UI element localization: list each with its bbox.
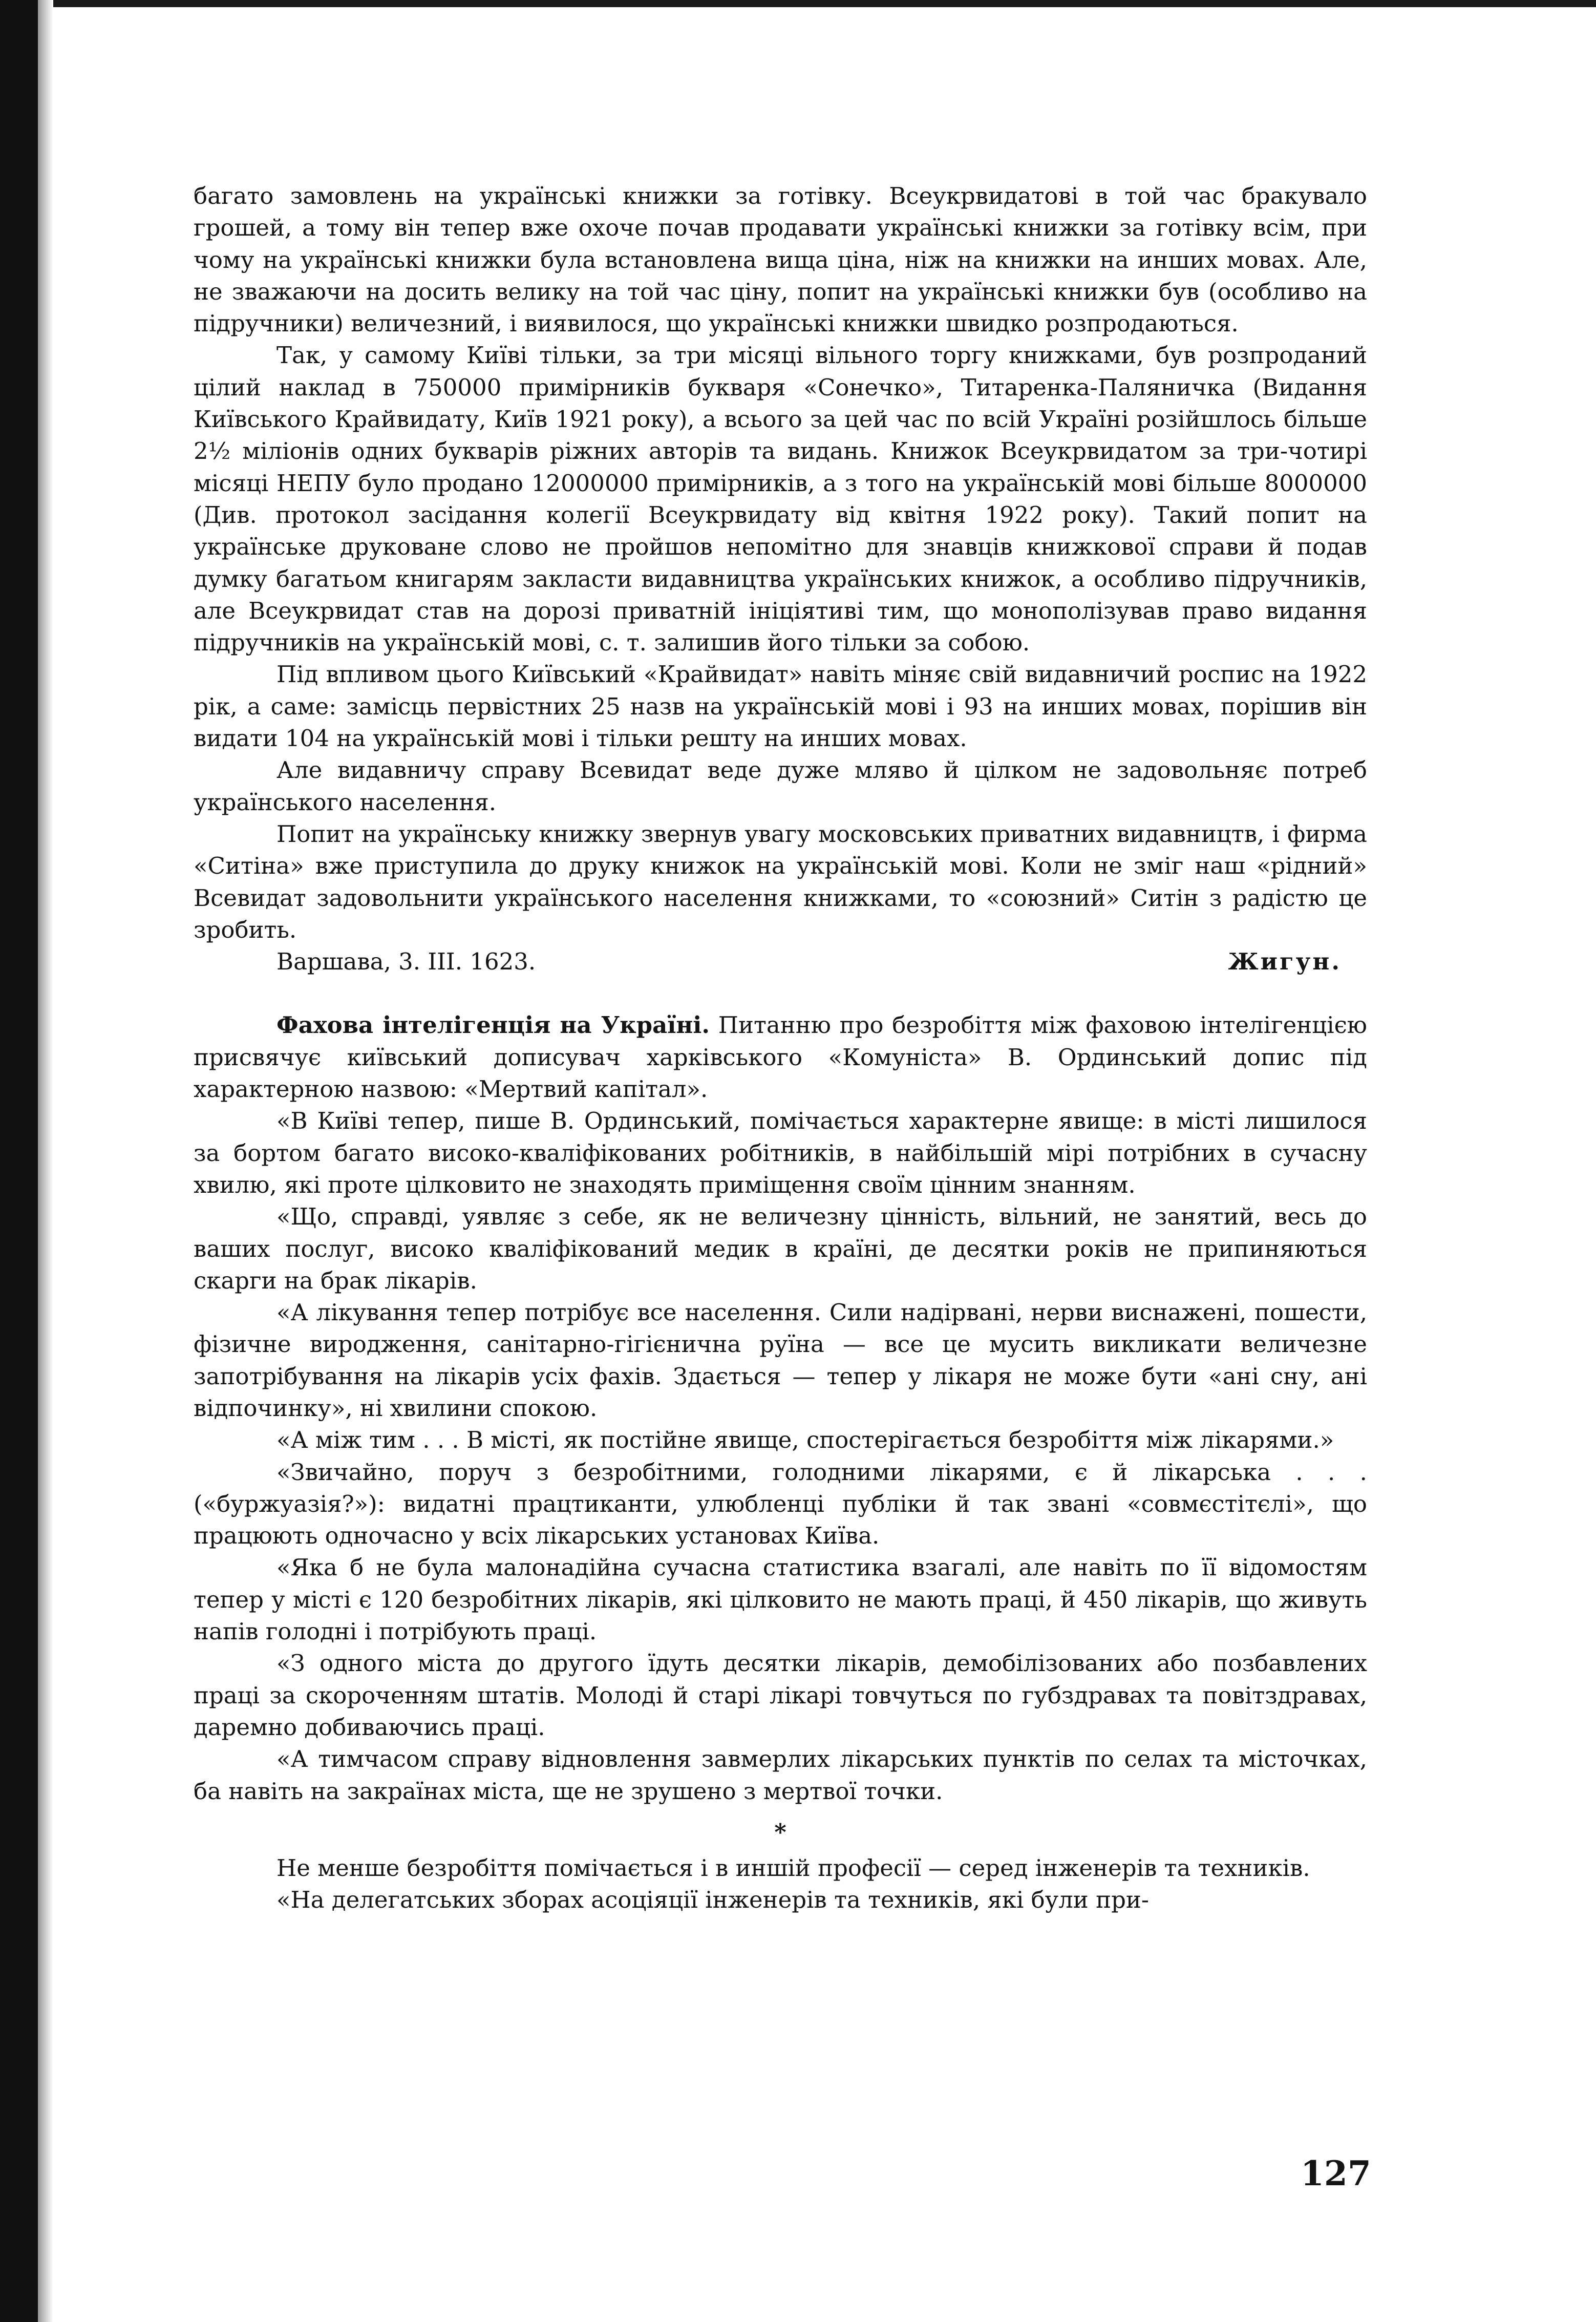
article2-lead-paragraph — [194, 1009, 1367, 1105]
article2-paragraph-5: «Звичайно, поруч з безробітними, голодними лікарями, є й лікарська . . . («буржуазія?»): видатні працтиканти, улюбленці публіки й так звані «совмєстітєлі», що працюють одночасно у всіх лікарських установах Київа. — [194, 1458, 1367, 1550]
article2-paragraph-6: «Яка б не була малонадійна сучасна статистика взагалі, але навіть по її відомостям тепер у місті є 120 безробітних лікарів, які цілковито не мають праці, й 450 лікарів, що живуть напів голодні і потрібують праці. — [194, 1554, 1367, 1645]
article2-after-paragraph-2: «На делегатських зборах асоціяції інженерів та техників, які були при- — [276, 1886, 1150, 1914]
scan-left-edge — [0, 0, 38, 2322]
article1-paragraph-1: багато замовлень на українські книжки за готівку. Всеукрвидатові в той час бракувало грошей, а тому він тепер вже охоче почав продавати українські книжки за готівку всім, при чому на українські книжки була встановлена вища ціна, ніж на книжки на инших мовах. Але, не зважаючи на досить велику на той час ціну, попит на українські книжки був (особливо на підручники) величезний, і виявилося, що українські книжки швидко розпродаються. — [194, 182, 1367, 337]
scan-left-edge-shadow — [38, 0, 53, 2322]
page-body — [194, 180, 1367, 1916]
article2-paragraph-2: «Що, справді, уявляє з себе, як не величезну цінність, вільний, не занятий, весь до ваших послуг, високо кваліфікований медик в країні, де десятки років не припиняються скарги на брак лікарів. — [194, 1203, 1367, 1294]
article2-paragraph-7: «З одного міста до другого їдуть десятки лікарів, демобілізованих або позбавлених праці за скороченням штатів. Молоді й старі лікарі товчуться по губздравах та повітздравах, даремно добиваючись праці. — [194, 1650, 1367, 1741]
section-separator: * — [774, 1818, 786, 1846]
article1-signature — [194, 946, 1367, 978]
article1-author: Жигун. — [1228, 948, 1342, 976]
article1-place-date: Варшава, 3. III. 1623. — [276, 948, 536, 976]
article2-paragraph-4: «А між тим . . . В місті, як постійне явище, спостерігається безробіття між лікарями.» — [276, 1426, 1334, 1454]
article1-paragraph-2: Так, у самому Київі тільки, за три місяці вільного торгу книжками, був розпроданий цілий наклад в 750000 примірників букваря «Сонечко», Титаренка-Паляничка (Видання Київського Крайвидату, Київ 1921 року), а всього за цей час по всій Україні розійшлось більше 2½ міліонів одних букварів ріжних авторів та видань. Книжок Всеукрвидатом за три-чотирі місяці НЕПУ було продано 12000000 примірників, а з того на українській мові більше 8000000 (Див. протокол засідання колегії Всеукрвидату від квітня 1922 року). Такий попит на українське друковане слово не пройшов непомітно для знавців книжкової справи й подав думку багатьом книгарям закласти видавництва українських книжок, а особливо підручників, але Всеукрвидат став на дорозі приватній ініціятиві тим, що монополізував право видання підручників на українській мові, с. т. залишив його тільки за собою. — [194, 342, 1367, 657]
article1-paragraph-5: Попит на українську книжку звернув увагу московських приватних видавництв, і фирма «Ситіна» вже приступила до друку книжок на українській мові. Коли не зміг наш «рідний» Всевидат задовольнити українського населення книжками, то «союзний» Ситін з радістю це зробить. — [194, 820, 1367, 943]
article1-paragraph-4: Але видавничу справу Всевидат веде дуже мляво й цілком не задовольняє потреб українського населення. — [194, 756, 1367, 816]
article2-heading: Фахова інтелігенція на Україні. — [276, 1011, 710, 1039]
article2-intro: Питанню про безробіття між фаховою інтелігенцією присвячує київський дописувач харківського «Комуніста» В. Ординський допис під характерною назвою: «Мертвий капітал». — [194, 1011, 1367, 1103]
article2-paragraph-1: «В Київі тепер, пише В. Ординський, помічається характерне явище: в місті лишилося за бортом багато високо-кваліфікованих робітників, в найбільшій мірі потрібних в сучасну хвилю, які проте цілковито не знаходять приміщення своїм цінним знанням. — [194, 1107, 1367, 1198]
section-gap — [194, 978, 1367, 1009]
article2-paragraph-3: «А лікування тепер потрібує все населення. Сили надірвані, нерви виснажені, пошести, фізичне виродження, санітарно-гігієнична руїна — все це мусить викликати величезне запотрібування на лікарів усіх фахів. Здається — тепер у лікаря не може бути «ані сну, ані відпочинку», ні хвилини спокою. — [194, 1299, 1367, 1422]
page-number: 127 — [1301, 2154, 1371, 2193]
article2-after-paragraph-1: Не менше безробіття помічається і в иншій професії — серед інженерів та техників. — [276, 1854, 1310, 1882]
article1-paragraph-3: Під впливом цього Київський «Крайвидат» навіть міняє свій видавничий роспис на 1922 рік, а саме: замісць первістних 25 назв на українській мові і 93 на инших мовах, порішив він видати 104 на українській мові і тільки решту на инших мовах. — [194, 661, 1367, 752]
article2-paragraph-8: «А тимчасом справу відновлення завмерлих лікарських пунктів по селах та місточках, ба навіть на закраїнах міста, ще не зрушено з мертвої точки. — [194, 1745, 1367, 1805]
scan-top-edge — [0, 0, 1596, 7]
